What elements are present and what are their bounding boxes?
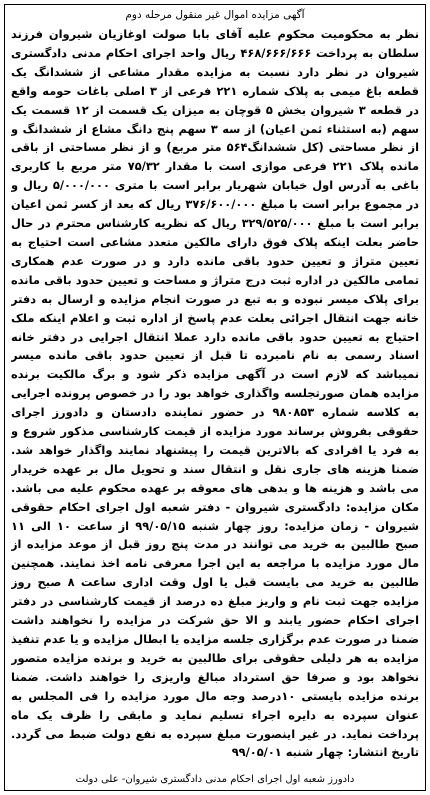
- notice-body: نظر به محکومیت محکوم علیه آقای بابا صولت اوغازیان شیروان فرزند سلطان به پرداخت ۴۶۸/۶۶۶/۶۶۶ ریال واحد اجرای احکام مدنی دادگستری شیروان در نظر دارد نسبت به مزایده مقدار مشاعی از ششدانگ یک قطعه باغ میمی به پلاک شماره ۲۲۱ فرعی از ۳ اصلی باغات حومه واقع در قطعه ۳ شیروان بخش ۵ قوچان به میزان یک قسمت از ۱۲ قسمت یک سهم (به استثناء ثمن اعیان) از سه ۳ سهم پنج دانگ مشاع از ششدانگ و از نظر مساحتی (کل ششدانگ۵۶۴ متر مربع) و از نظر مساحتی از باقی مانده پلاک ۲۲۱ فرعی موازی است با مقدار ۷۵/۳۲ متر مربع با کاربری باغی به آدرس اول خیابان شهریار برابر است با متری ۵/۰۰۰/۰۰۰ ریال و در مجموع برابر است با مبلغ ۳۷۶/۶۰۰/۰۰۰ ریال که بعد از کسر ثمن اعیان برابر است با مبلغ ۳۲۹/۵۲۵/۰۰۰ ریال که نظریه کارشناس محترم در حال حاضر بعلت اینکه پلاک فوق دارای مالکین متعدد مشاعی است احتیاج به تعیین متراژ و تعیین حدود باقی مانده دارد و در صورت عدم همکاری تمامی مالکین در اداره ثبت درج متراژ و مساحت و تعیین حدود باقی مانده برای پلاک میسر نبوده و به تبع در صورت انجام مزایده و ارسال به دفتر خانه جهت انتقال اجرائی بعلت عدم پاسخ از اداره ثبت و اعلام اینکه ملک احتیاج به تعیین حدود باقی مانده دارد عملا انتقال اجرایی در دفتر خانه اسناد رسمی به نام نامبرده تا قبل از تعیین حدود باقی مانده میسر نمیباشد که لازم است در آگهی مزایده ذکر شود و برگ مالکیت برنده مزایده همان صورتجلسه واگذاری خواهد بود را در خصوص پرونده اجرایی به کلاسه شماره ۹۸۰۸۵۳ در حضور نماینده دادستان و دادورز اجرای حقوقی بفروش برساند مورد مزایده از قیمت کارشناسی مذکور شروع و به فرد یا افرادی که بالاترین قیمت را پیشنهاد نمایند واگذار خواهد شد. ضمنا هزینه های جاری نقل و انتقال سند و تحویل مال بر عهده خریدار می باشد و هزینه ها و بدهی های معوقه بر عهده محکوم علیه می باشد. مکان مزایده: دادگستری شیروان - دفتر شعبه اول اجرای احکام حقوقی شیروان - زمان مزایده: روز چهار شنبه ۹۹/۰۵/۱۵ از ساعت ۱۰ الی ۱۱ صبح طالبین به خرید می توانند در مدت پنج روز قبل از موعد مزایده از مال مورد مزایده با مراجعه به این اجرا معرفی نامه اخذ نمایند. همچنین طالبین به خرید می بایست قبل یا اول وقت اداری ساعت ۸ صبح روز مزایده جهت ثبت نام و واریز مبلغ ده درصد از قیمت کارشناسی در دفتر اجرای احکام حضور یابند و الا حق شرکت در مزایده را نخواهند داشت ضمنا در صورت عدم برگزاری جلسه مزایده یا ابطال مزایده و یا عدم تنفیذ مزایده به هر دلیلی حقوقی برای طالبین به خرید و برنده مزایده متصور نخواهد بود و صرفا حق استرداد مبالغ واریزی را خواهند داشت. ضمنا برنده مزایده بایستی ۱۰درصد وجه مال مورد مزایده را فی المجلس به عنوان سپرده به دایره اجراء تسلیم نماید و مابقی را ظرف یک ماه پرداخت نماید. در غیر اینصورت مبلغ سپرده به نفع دولت ضبط می گردد. تاریخ انتشار: چهار شنبه ۹۹/۰۵/۰۱: [11, 27, 419, 760]
- auction-notice: [4, 4, 426, 791]
- notice-title: آگهی مزایده اموال غیر منقول مرحله دوم: [125, 9, 305, 21]
- notice-signature: دادورز شعبه اول اجرای احکام مدنی دادگستری شیروان- علی دولت: [75, 774, 355, 785]
